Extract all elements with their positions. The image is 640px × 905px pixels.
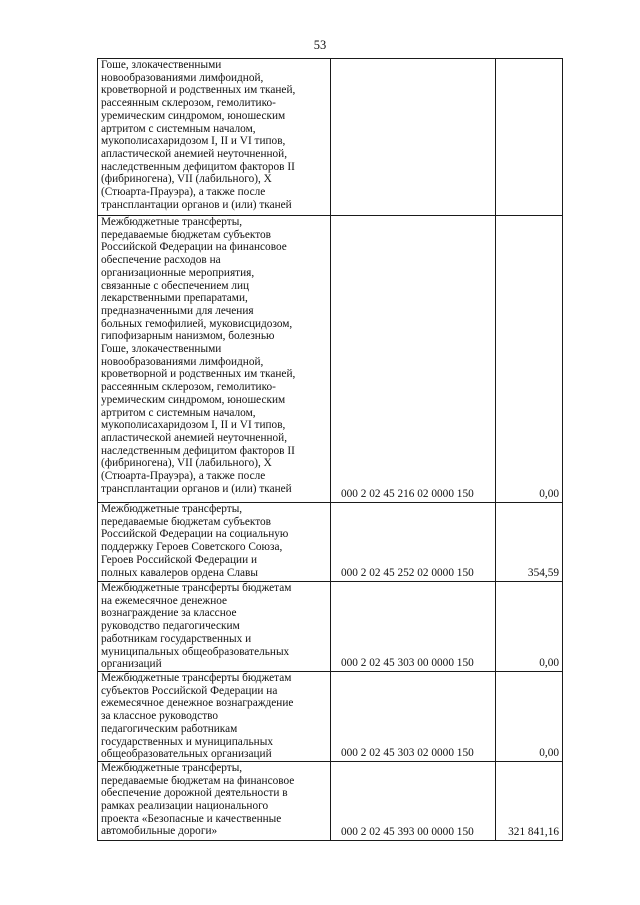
- row-description: Межбюджетные трансферты, передаваемые бюджетам субъектов Российской Федерации на социальную поддержку Героев Советского Союза, Героев Российской Федерации и полных кавалеров ордена Славы: [98, 503, 331, 582]
- row-amount: 0,00: [496, 216, 563, 503]
- table-row: [98, 672, 563, 762]
- row-code: 000 2 02 45 303 02 0000 150: [331, 672, 496, 762]
- row-description: Гоше, злокачественными новообразованиями лимфоидной, кроветворной и родственных им тканей, рассеянным склерозом, гемолитико- уремическим синдромом, юношеским артритом с системным началом, мукополисахаридозом I, II и VI типов, апластической анемией неуточненной, наследственным дефицитом факторов II (фибриногена), VII (лабильного), X (Стюарта-Прауэра), а также после трансплантации органов и (или) тканей: [98, 59, 331, 216]
- row-amount: 321 841,16: [496, 761, 563, 840]
- row-code: [331, 59, 496, 216]
- row-amount: 0,00: [496, 672, 563, 762]
- row-description: Межбюджетные трансферты, передаваемые бюджетам на финансовое обеспечение дорожной деятельности в рамках реализации национального проекта «Безопасные и качественные автомобильные дороги»: [98, 761, 331, 840]
- table-row: [98, 582, 563, 672]
- table-row: [98, 503, 563, 582]
- row-code: 000 2 02 45 303 00 0000 150: [331, 582, 496, 672]
- page-number: 53: [313, 38, 327, 52]
- row-description: Межбюджетные трансферты, передаваемые бюджетам субъектов Российской Федерации на финансовое обеспечение расходов на организационные мероприятия, связанные с обеспечением лиц лекарственными препаратами, предназначенными для лечения больных гемофилией, муковисцидозом, гипофизарным нанизмом, болезнью Гоше, злокачественными новообразованиями лимфоидной, кроветворной и родственных им тканей, рассеянным склерозом, гемолитико- уремическим синдромом, юношеским артритом с системным началом, мукополисахаридозом I, II и VI типов, апластической анемией неуточненной, наследственным дефицитом факторов II (фибриногена), VII (лабильного), X (Стюарта-Прауэра), а также после трансплантации органов и (или) тканей: [98, 216, 331, 503]
- row-amount: 354,59: [496, 503, 563, 582]
- row-code: 000 2 02 45 393 00 0000 150: [331, 761, 496, 840]
- row-code: 000 2 02 45 252 02 0000 150: [331, 503, 496, 582]
- row-description: Межбюджетные трансферты бюджетам субъектов Российской Федерации на ежемесячное денежное вознаграждение за классное руководство педагогическим работникам государственных и муниципальных общеобразовательных организаций: [98, 672, 331, 762]
- table-row: [98, 216, 563, 503]
- table-row: [98, 59, 563, 216]
- row-amount: 0,00: [496, 582, 563, 672]
- budget-table: [97, 58, 563, 841]
- row-code: 000 2 02 45 216 02 0000 150: [331, 216, 496, 503]
- row-amount: [496, 59, 563, 216]
- row-description: Межбюджетные трансферты бюджетам на ежемесячное денежное вознаграждение за классное руководство педагогическим работникам государственных и муниципальных общеобразовательных организаций: [98, 582, 331, 672]
- table-row: [98, 761, 563, 840]
